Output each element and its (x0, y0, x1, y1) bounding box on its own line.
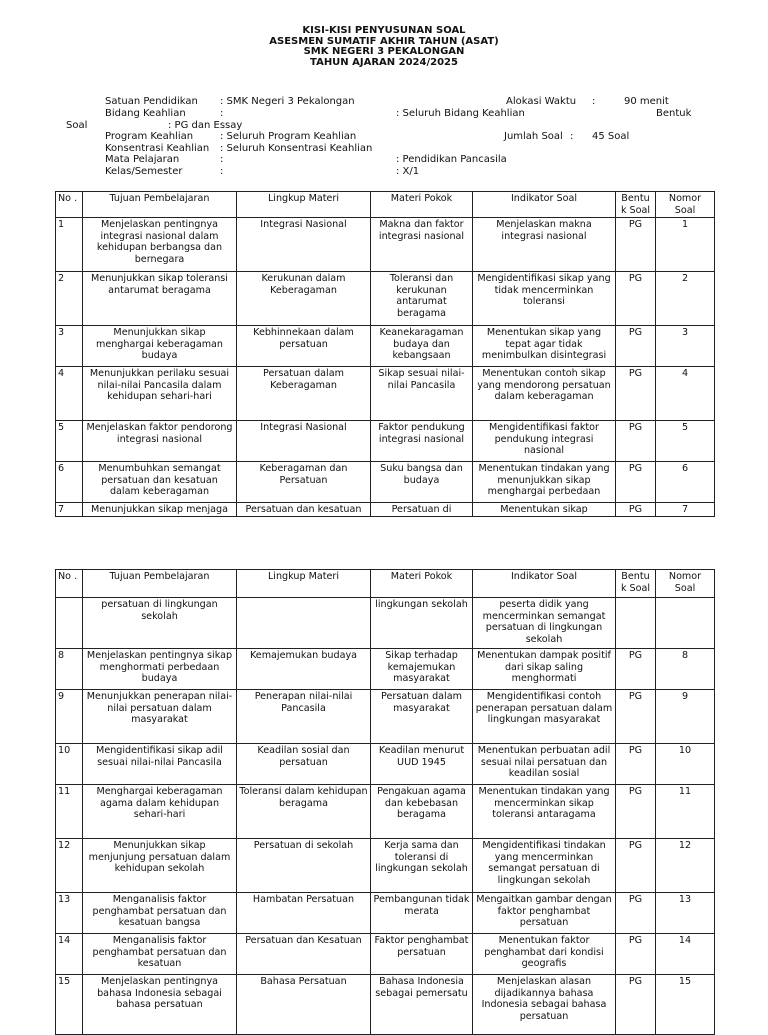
cell-nomor: 2 (656, 272, 715, 326)
table-row (56, 975, 715, 1035)
cell-lingkup: Persatuan di sekolah (237, 839, 371, 893)
cell-no: 12 (56, 839, 83, 893)
col-header-no: No . (56, 192, 83, 218)
cell-indikator: Mengaitkan gambar dengan faktor penghambat persatuan (473, 893, 616, 934)
satuan-label: Satuan Pendidikan (105, 96, 198, 107)
cell-nomor: 5 (656, 421, 715, 462)
cell-tujuan: Menunjukkan sikap menjaga (83, 503, 237, 517)
cell-indikator: Menentukan sikap (473, 503, 616, 517)
cell-indikator: Mengidentifikasi tindakan yang mencerminkan semangat persatuan di lingkungan sekolah (473, 839, 616, 893)
table-row (56, 326, 715, 367)
cell-materi: Makna dan faktor integrasi nasional (371, 218, 473, 272)
cell-tujuan: Menganalisis faktor penghambat persatuan dan kesatuan bangsa (83, 893, 237, 934)
cell-tujuan: Menghargai keberagaman agama dalam kehidupan sehari-hari (83, 785, 237, 839)
cell-materi: Pengakuan agama dan kebebasan beragama (371, 785, 473, 839)
konsentrasi-label: Konsentrasi Keahlian (105, 143, 210, 154)
cell-indikator: Menjelaskan alasan dijadikannya bahasa Indonesia sebagai bahasa persatuan (473, 975, 616, 1035)
cell-materi: Keadilan menurut UUD 1945 (371, 744, 473, 785)
table-row (56, 893, 715, 934)
cell-bentuk: PG (616, 893, 656, 934)
cell-lingkup: Integrasi Nasional (237, 421, 371, 462)
cell-lingkup: Kerukunan dalam Keberagaman (237, 272, 371, 326)
col-header-bentuk: Bentu k Soal (616, 570, 656, 598)
jumlah-label: Jumlah Soal (504, 131, 563, 142)
cell-materi: Sikap sesuai nilai-nilai Pancasila (371, 367, 473, 421)
cell-bentuk: PG (616, 326, 656, 367)
col-header-indikator: Indikator Soal (473, 192, 616, 218)
cell-materi: Kerja sama dan toleransi di lingkungan sekolah (371, 839, 473, 893)
cell-indikator: Mengidentifikasi contoh penerapan persatuan dalam lingkungan masyarakat (473, 690, 616, 744)
cell-lingkup: Bahasa Persatuan (237, 975, 371, 1035)
jumlah-colon: : (570, 131, 574, 142)
cell-bentuk: PG (616, 421, 656, 462)
cell-lingkup: Keberagaman dan Persatuan (237, 462, 371, 503)
cell-bentuk: PG (616, 839, 656, 893)
cell-no: 15 (56, 975, 83, 1035)
cell-indikator: Menentukan tindakan yang menunjukkan sikap menghargai perbedaan (473, 462, 616, 503)
cell-tujuan: Menunjukkan sikap toleransi antarumat beragama (83, 272, 237, 326)
cell-no: 1 (56, 218, 83, 272)
bidang-colon: : (220, 108, 224, 119)
cell-tujuan: Menunjukkan sikap menjunjung persatuan dalam kehidupan sekolah (83, 839, 237, 893)
cell-indikator: Menentukan dampak positif dari sikap saling menghormati (473, 649, 616, 690)
cell-nomor: 1 (656, 218, 715, 272)
cell-no: 4 (56, 367, 83, 421)
cell-indikator: Menentukan tindakan yang mencerminkan sikap toleransi antaragama (473, 785, 616, 839)
cell-indikator: Menentukan contoh sikap yang mendorong persatuan dalam keberagaman (473, 367, 616, 421)
cell-nomor: 8 (656, 649, 715, 690)
table-row (56, 218, 715, 272)
cell-no: 7 (56, 503, 83, 517)
table-row (56, 785, 715, 839)
cell-no: 11 (56, 785, 83, 839)
kelas-colon: : (220, 166, 224, 177)
cell-nomor: 12 (656, 839, 715, 893)
bentuk-label: Bentuk (656, 108, 692, 119)
cell-materi: lingkungan sekolah (371, 598, 473, 649)
program-label: Program Keahlian (105, 131, 194, 142)
col-header-nomor: Nomor Soal (656, 192, 715, 218)
cell-materi: Toleransi dan kerukunan antarumat beragama (371, 272, 473, 326)
table-row (56, 690, 715, 744)
table-row (56, 598, 715, 649)
cell-lingkup: Persatuan dan kesatuan (237, 503, 371, 517)
table-row (56, 272, 715, 326)
title-line-4: TAHUN AJARAN 2024/2025 (310, 56, 458, 68)
cell-lingkup: Kebhinnekaan dalam persatuan (237, 326, 371, 367)
kelas-label: Kelas/Semester (105, 166, 183, 177)
cell-materi: Pembangunan tidak merata (371, 893, 473, 934)
cell-tujuan: Menumbuhkan semangat persatuan dan kesatuan dalam keberagaman (83, 462, 237, 503)
table-row (56, 367, 715, 421)
cell-tujuan: Menunjukkan perilaku sesuai nilai-nilai Pancasila dalam kehidupan sehari-hari (83, 367, 237, 421)
table-row (56, 462, 715, 503)
cell-bentuk: PG (616, 367, 656, 421)
col-header-bentuk: Bentu k Soal (616, 192, 656, 218)
cell-no: 6 (56, 462, 83, 503)
col-header-materi: Materi Pokok (371, 192, 473, 218)
table-header-row (56, 570, 715, 598)
table-row (56, 839, 715, 893)
col-header-nomor: Nomor Soal (656, 570, 715, 598)
cell-tujuan: Menunjukkan sikap menghargai keberagaman budaya (83, 326, 237, 367)
cell-lingkup: Keadilan sosial dan persatuan (237, 744, 371, 785)
cell-indikator: Menentukan sikap yang tepat agar tidak menimbulkan disintegrasi (473, 326, 616, 367)
cell-bentuk: PG (616, 218, 656, 272)
cell-bentuk: PG (616, 503, 656, 517)
cell-no: 8 (56, 649, 83, 690)
cell-indikator: Menentukan perbuatan adil sesuai nilai persatuan dan keadilan sosial (473, 744, 616, 785)
cell-materi: Sikap terhadap kemajemukan masyarakat (371, 649, 473, 690)
cell-lingkup: Toleransi dalam kehidupan beragama (237, 785, 371, 839)
col-header-tujuan: Tujuan Pembelajaran (83, 192, 237, 218)
title-line-2: ASESMEN SUMATIF AKHIR TAHUN (ASAT) (269, 35, 499, 47)
kelas-value: : X/1 (396, 166, 420, 177)
cell-nomor: 10 (656, 744, 715, 785)
cell-no: 2 (56, 272, 83, 326)
kisi-kisi-table-page-1 (55, 191, 715, 517)
cell-indikator: Mengidentifikasi sikap yang tidak mencerminkan toleransi (473, 272, 616, 326)
cell-indikator: Mengidentifikasi faktor pendukung integrasi nasional (473, 421, 616, 462)
soal-label: Soal (66, 120, 88, 131)
cell-tujuan: Menjelaskan pentingnya sikap menghormati perbedaan budaya (83, 649, 237, 690)
program-value: : Seluruh Program Keahlian (220, 131, 357, 142)
cell-materi: Persatuan dalam masyarakat (371, 690, 473, 744)
cell-no: 5 (56, 421, 83, 462)
mapel-label: Mata Pelajaran (105, 154, 180, 165)
kisi-kisi-table-page-2 (55, 569, 715, 1035)
cell-no: 10 (56, 744, 83, 785)
cell-bentuk (616, 598, 656, 649)
bidang-value: : Seluruh Bidang Keahlian (396, 108, 525, 119)
cell-bentuk: PG (616, 272, 656, 326)
table-body-page-1 (56, 218, 715, 517)
cell-no: 3 (56, 326, 83, 367)
bentuk-value: : PG dan Essay (168, 120, 243, 131)
cell-tujuan: Menjelaskan pentingnya integrasi nasional dalam kehidupan berbangsa dan bernegara (83, 218, 237, 272)
mapel-colon: : (220, 154, 224, 165)
table-row (56, 649, 715, 690)
cell-nomor: 15 (656, 975, 715, 1035)
cell-materi: Persatuan di (371, 503, 473, 517)
cell-bentuk: PG (616, 649, 656, 690)
cell-no: 14 (56, 934, 83, 975)
col-header-lingkup: Lingkup Materi (237, 570, 371, 598)
cell-tujuan: Menganalisis faktor penghambat persatuan dan kesatuan (83, 934, 237, 975)
col-header-indikator: Indikator Soal (473, 570, 616, 598)
cell-bentuk: PG (616, 934, 656, 975)
cell-nomor: 6 (656, 462, 715, 503)
table-row (56, 934, 715, 975)
cell-indikator: Menentukan faktor penghambat dari kondisi geografis (473, 934, 616, 975)
cell-tujuan: Mengidentifikasi sikap adil sesuai nilai-nilai Pancasila (83, 744, 237, 785)
cell-nomor: 7 (656, 503, 715, 517)
cell-indikator: Menjelaskan makna integrasi nasional (473, 218, 616, 272)
col-header-no: No . (56, 570, 83, 598)
cell-lingkup (237, 598, 371, 649)
cell-nomor: 4 (656, 367, 715, 421)
cell-no: 13 (56, 893, 83, 934)
col-header-tujuan: Tujuan Pembelajaran (83, 570, 237, 598)
table-row (56, 503, 715, 517)
document-title (0, 26, 768, 68)
cell-tujuan: persatuan di lingkungan sekolah (83, 598, 237, 649)
cell-lingkup: Hambatan Persatuan (237, 893, 371, 934)
title-line-3: SMK NEGERI 3 PEKALONGAN (303, 46, 465, 57)
cell-tujuan: Menjelaskan pentingnya bahasa Indonesia sebagai bahasa persatuan (83, 975, 237, 1035)
col-header-lingkup: Lingkup Materi (237, 192, 371, 218)
cell-lingkup: Kemajemukan budaya (237, 649, 371, 690)
title-line-1: KISI-KISI PENYUSUNAN SOAL (302, 25, 466, 36)
cell-tujuan: Menjelaskan faktor pendorong integrasi nasional (83, 421, 237, 462)
alokasi-value: 90 menit (624, 96, 669, 107)
cell-bentuk: PG (616, 462, 656, 503)
cell-nomor (656, 598, 715, 649)
cell-materi: Keanekaragaman budaya dan kebangsaan (371, 326, 473, 367)
table-body-page-2 (56, 598, 715, 1035)
satuan-value: : SMK Negeri 3 Pekalongan (220, 96, 355, 107)
cell-materi: Bahasa Indonesia sebagai pemersatu (371, 975, 473, 1035)
cell-lingkup: Persatuan dan Kesatuan (237, 934, 371, 975)
table-header-row (56, 192, 715, 218)
cell-bentuk: PG (616, 690, 656, 744)
table-row (56, 744, 715, 785)
cell-materi: Faktor pendukung integrasi nasional (371, 421, 473, 462)
bidang-label: Bidang Keahlian (105, 108, 186, 119)
cell-bentuk: PG (616, 785, 656, 839)
col-header-materi: Materi Pokok (371, 570, 473, 598)
cell-no (56, 598, 83, 649)
jumlah-value: 45 Soal (592, 131, 630, 142)
cell-nomor: 11 (656, 785, 715, 839)
alokasi-colon: : (592, 96, 596, 107)
mapel-value: : Pendidikan Pancasila (396, 154, 507, 165)
cell-tujuan: Menunjukkan penerapan nilai-nilai persatuan dalam masyarakat (83, 690, 237, 744)
cell-indikator: peserta didik yang mencerminkan semangat persatuan di lingkungan sekolah (473, 598, 616, 649)
table-row (56, 421, 715, 462)
cell-lingkup: Penerapan nilai-nilai Pancasila (237, 690, 371, 744)
cell-materi: Suku bangsa dan budaya (371, 462, 473, 503)
cell-materi: Faktor penghambat persatuan (371, 934, 473, 975)
cell-bentuk: PG (616, 975, 656, 1035)
konsentrasi-value: : Seluruh Konsentrasi Keahlian (220, 143, 373, 154)
cell-nomor: 14 (656, 934, 715, 975)
alokasi-label: Alokasi Waktu (506, 96, 577, 107)
cell-nomor: 3 (656, 326, 715, 367)
cell-lingkup: Persatuan dalam Keberagaman (237, 367, 371, 421)
cell-nomor: 13 (656, 893, 715, 934)
cell-bentuk: PG (616, 744, 656, 785)
cell-no: 9 (56, 690, 83, 744)
cell-lingkup: Integrasi Nasional (237, 218, 371, 272)
cell-nomor: 9 (656, 690, 715, 744)
